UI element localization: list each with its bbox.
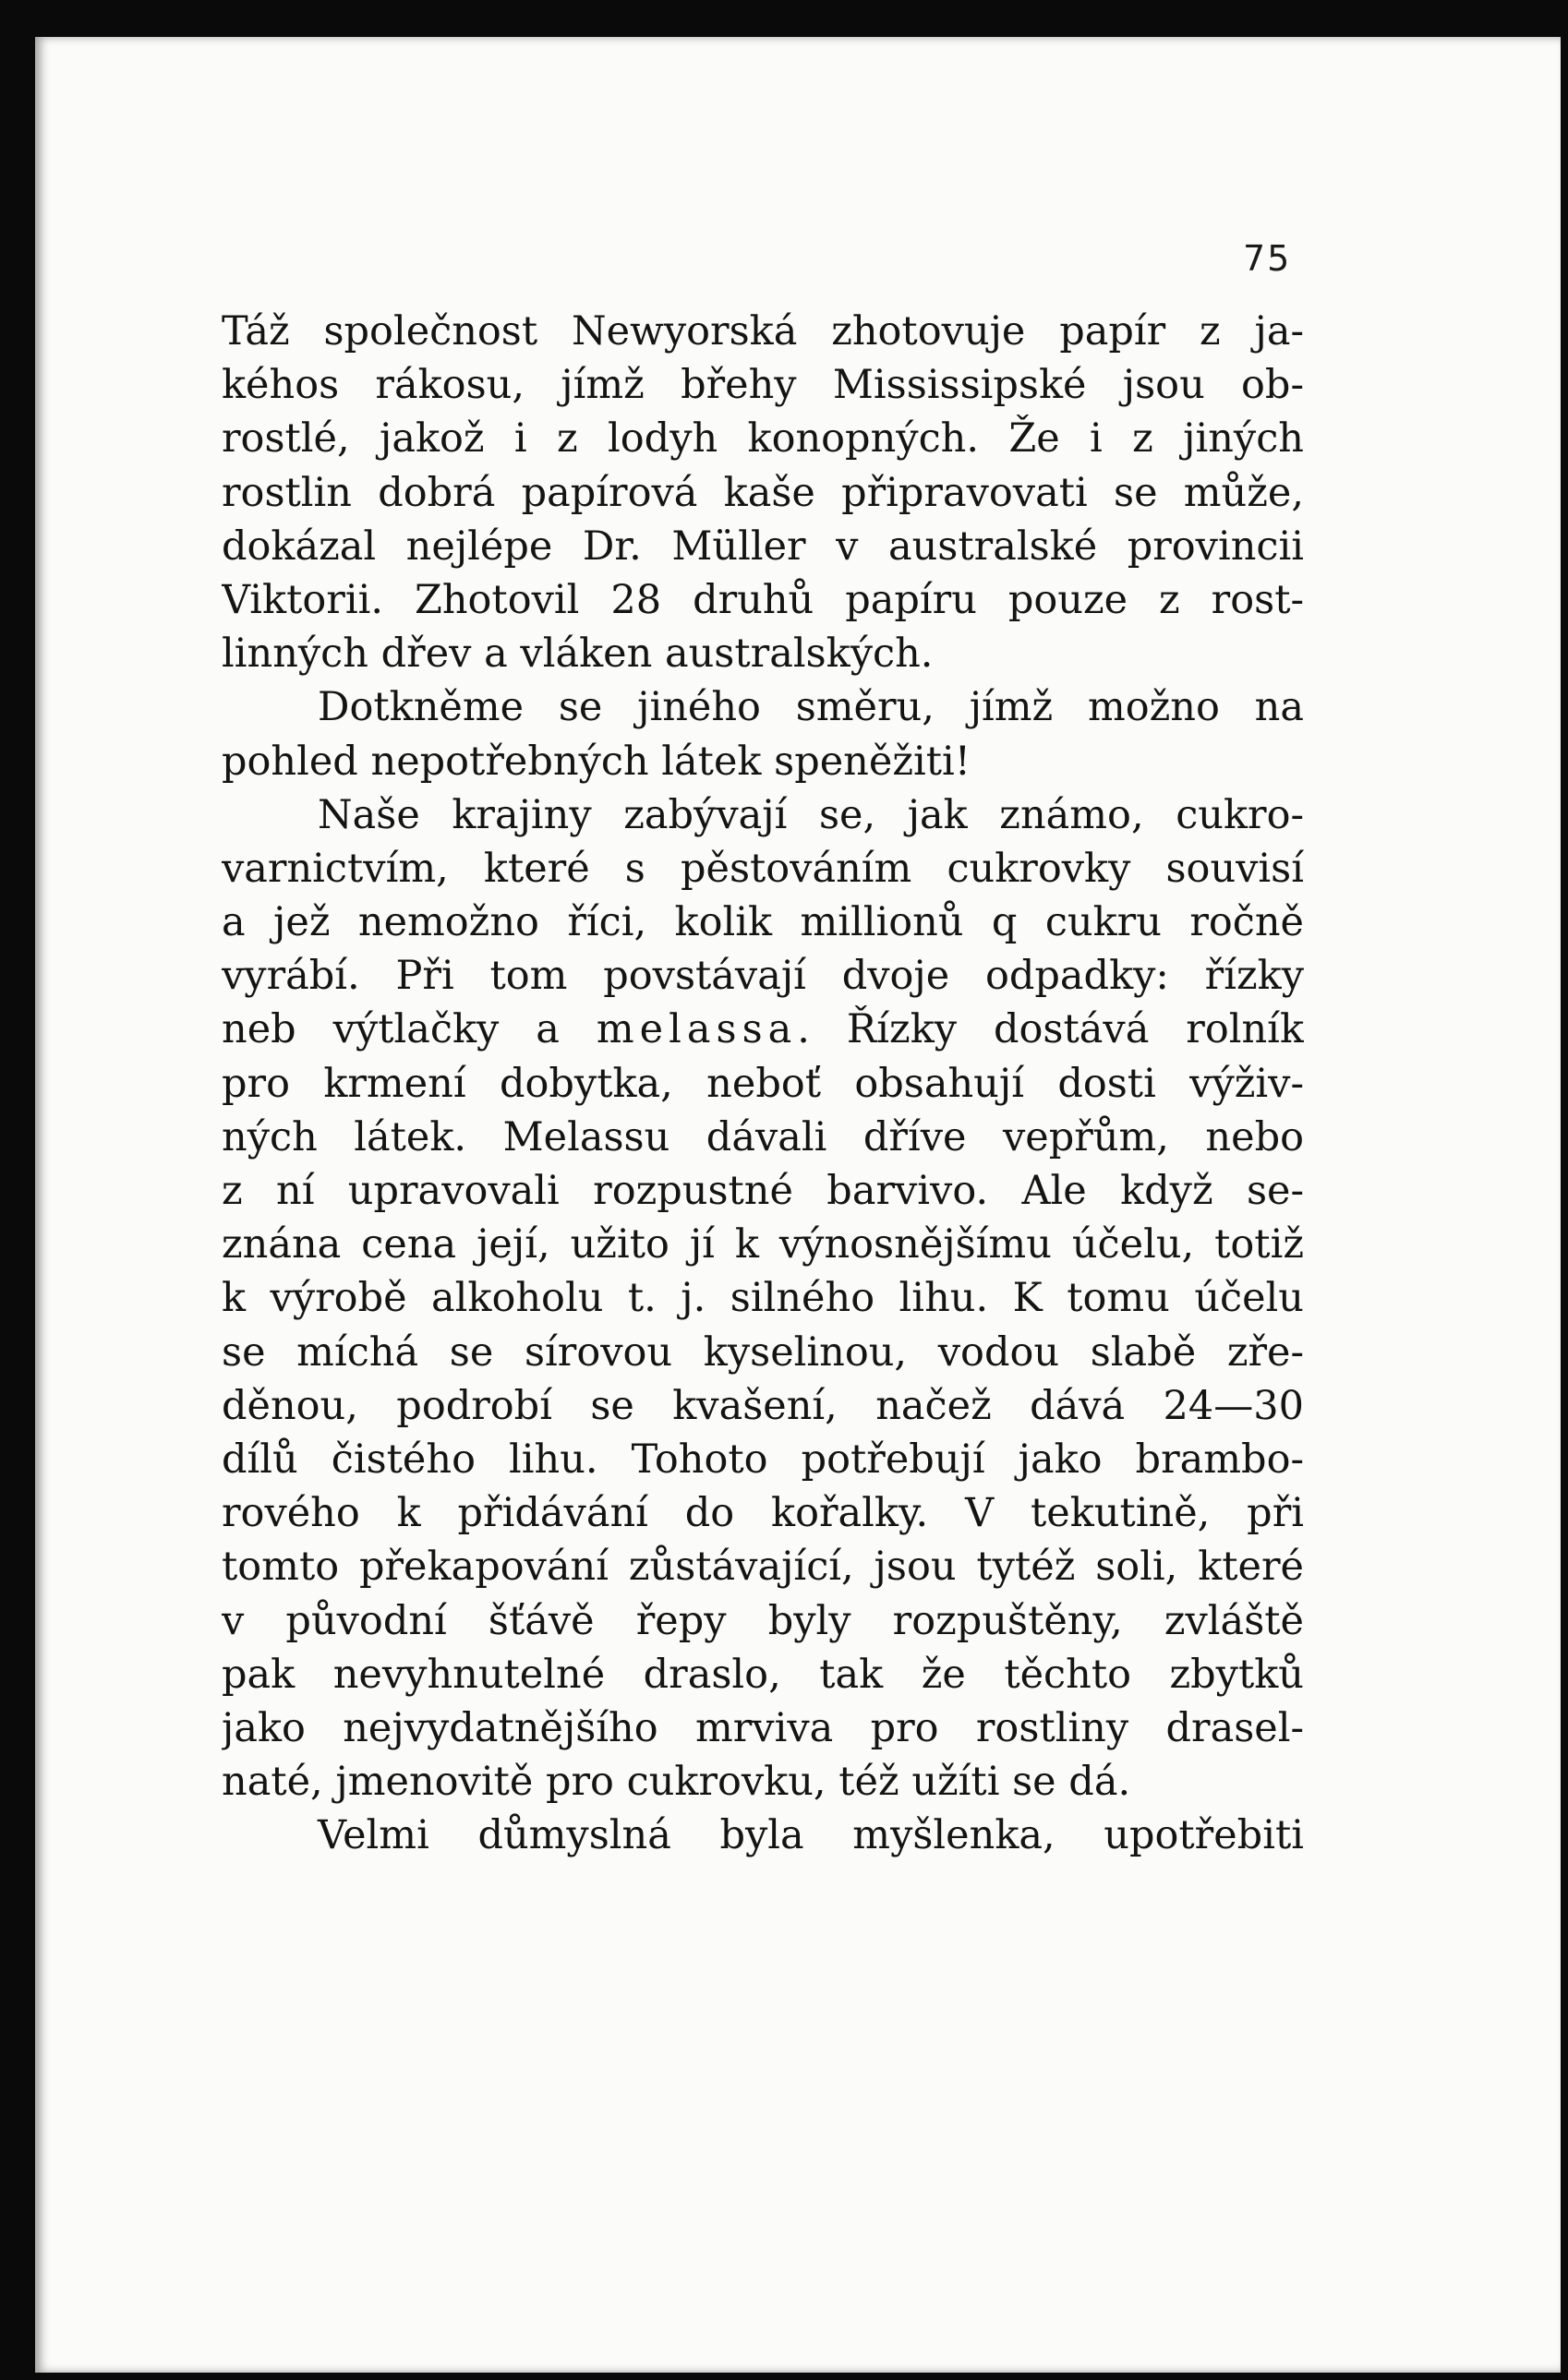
text-line: k výrobě alkoholu t. j. silného lihu. K tomu účelu <box>222 1275 1304 1322</box>
text-line: ných látek. Melassu dávali dříve vepřům, nebo <box>222 1113 1304 1160</box>
text-line: znána cena její, užito jí k výnosnějšímu účelu, totiž <box>222 1221 1304 1268</box>
text-line: jako nejvydatnějšího mrviva pro rostliny drasel- <box>222 1704 1304 1751</box>
spaced-term: melassa <box>596 1006 798 1053</box>
text-line: v původní šťávě řepy byly rozpuštěny, zvláště <box>222 1597 1304 1644</box>
text-line: pohled nepotřebných látek speněžiti! <box>222 738 971 785</box>
page-number: 75 <box>1243 238 1292 279</box>
text-line: naté, jmenovitě pro cukrovku, též užíti se dá. <box>222 1759 1131 1806</box>
text-line: dokázal nejlépe Dr. Müller v australské provincii <box>222 523 1304 570</box>
text-line: rostlé, jakož i z lodyh konopných. Že i z jiných <box>222 415 1304 463</box>
text-line: vyrábí. Při tom povstávají dvoje odpadky: řízky <box>222 953 1304 1000</box>
text-line: a jež nemožno říci, kolik millionů q cukru ročně <box>222 899 1304 946</box>
text-line: pak nevyhnutelné draslo, tak že těchto zbytků <box>222 1651 1304 1698</box>
text-line: tomto překapování zůstávající, jsou tytéž soli, které <box>222 1544 1304 1591</box>
text-line: rového k přidávání do kořalky. V tekutině, při <box>222 1490 1304 1537</box>
text-line: varnictvím, které s pěstováním cukrovky souvisí <box>222 845 1304 892</box>
text-line-with-spaced-word <box>222 1003 1304 1056</box>
text-line: se míchá se sírovou kyselinou, vodou slabě zře- <box>222 1328 1304 1376</box>
body-text <box>222 305 1304 1862</box>
text-line: z ní upravovali rozpustné barvivo. Ale když se- <box>222 1168 1304 1214</box>
paragraph-first-line: Velmi důmyslná byla myšlenka, upotřebiti <box>318 1812 1304 1859</box>
text-line: děnou, podrobí se kvašení, načež dává 24—30 <box>222 1382 1304 1429</box>
text-line: Viktorii. Zhotovil 28 druhů papíru pouze z rost- <box>222 576 1304 623</box>
text-line: dílů čistého lihu. Tohoto potřebují jako brambo- <box>222 1436 1304 1483</box>
text-line: kéhos rákosu, jímž břehy Mississipské jsou ob- <box>222 362 1304 409</box>
text-segment: . Řízky dostává rolník <box>797 1006 1304 1053</box>
paragraph-first-line: Naše krajiny zabývají se, jak známo, cukro- <box>318 791 1304 838</box>
text-line: rostlin dobrá papírová kaše připravovati se může, <box>222 469 1304 516</box>
text-line: pro krmení dobytka, neboť obsahují dosti výživ- <box>222 1060 1304 1107</box>
paragraph-first-line: Dotkněme se jiného směru, jímž možno na <box>318 684 1304 731</box>
text-line: Táž společnost Newyorská zhotovuje papír z ja- <box>222 308 1304 355</box>
text-segment: neb výtlačky a <box>222 1006 560 1053</box>
text-line: linných dřev a vláken australských. <box>222 631 934 678</box>
